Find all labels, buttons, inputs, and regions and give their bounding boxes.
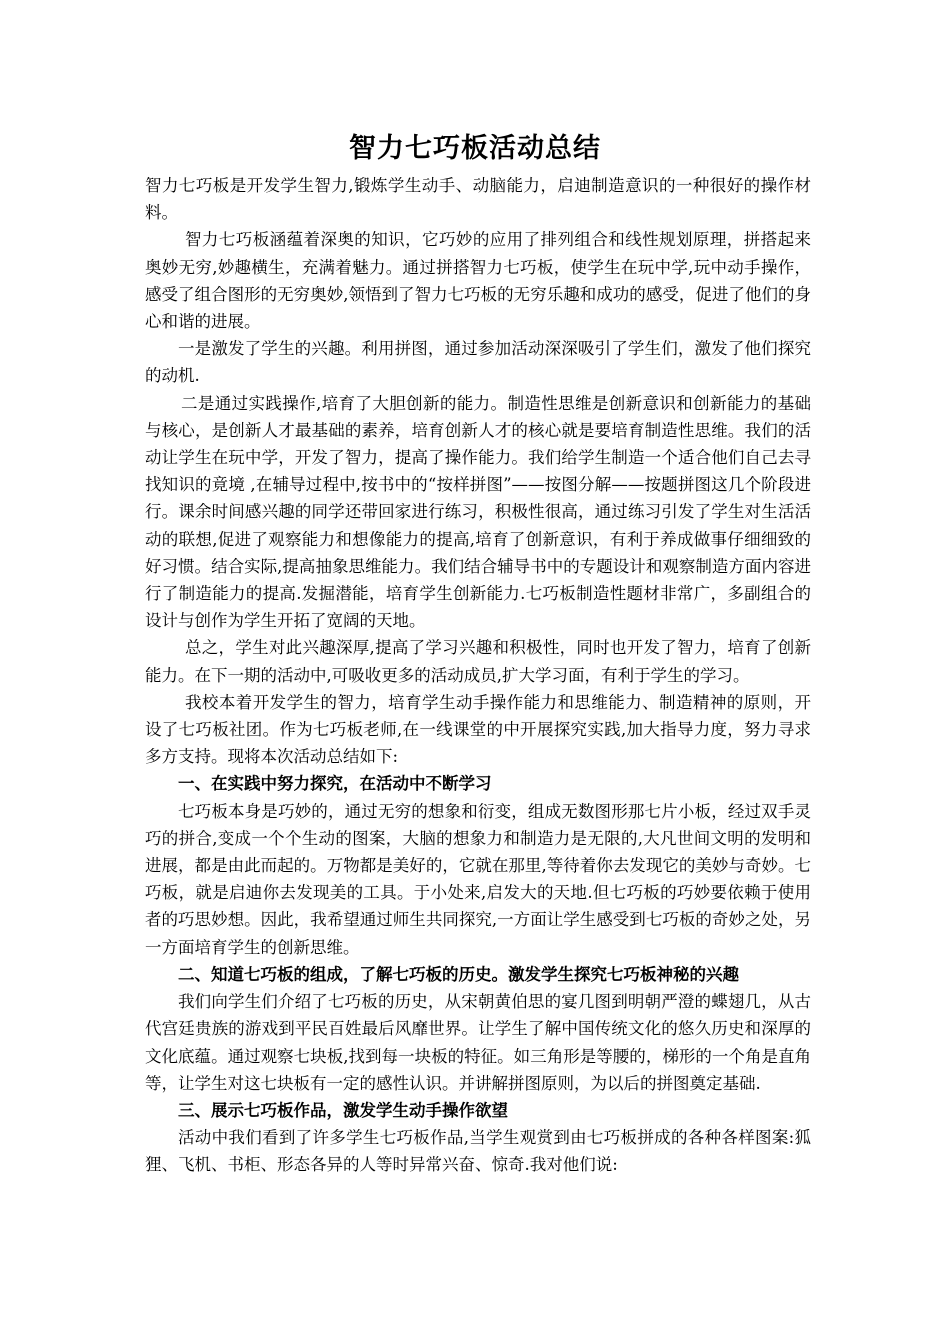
- paragraph-summary: 总之，学生对此兴趣深厚,提高了学习兴趣和积极性，同时也开发了智力，培育了创新能力。在下一期的活动中,可吸收更多的活动成员,扩大学习面，有利于学生的学习。: [145, 638, 811, 685]
- paragraph-club: 我校本着开发学生的智力，培育学生动手操作能力和思维能力、制造精神的原则，开设了七巧板社团。作为七巧板老师,在一线课堂的中开展探究实践,加大指导力度，努力寻求多方支持。现将本次活动总结如下:: [145, 692, 811, 767]
- paragraph-knowledge: 智力七巧板涵蕴着深奥的知识，它巧妙的应用了排列组合和线性规划原理，拼搭起来奥妙无穷,妙趣横生，充满着魅力。通过拼搭智力七巧板，使学生在玩中学,玩中动手操作，感受了组合图形的无穷奥妙,领悟到了智力七巧板的无穷乐趣和成功的感受，促进了他们的身心和谐的进展。: [145, 230, 811, 332]
- paragraph-interest: 一是激发了学生的兴趣。利用拼图，通过参加活动深深吸引了学生们，激发了他们探究的动机.: [145, 339, 811, 386]
- section-heading-2: 二、知道七巧板的组成，了解七巧板的历史。激发学生探究七巧板神秘的兴趣: [178, 964, 739, 984]
- paragraph-innovation: 二是通过实践操作,培育了大胆创新的能力。制造性思维是创新意识和创新能力的基础与核心，是创新人才最基础的素养，培育创新人才的核心就是要培育制造性思维。我们的活动让学生在玩中学，开发了智力，提高了操作能力。我们给学生制造一个适合他们自己去寻找知识的竟境 ,在辅导过程中,按书中的“按样拼图”——按图分解——按题拼图这几个阶段进行。课余时间感兴趣的同学还带回家进行练习，积极性很高，通过练习引发了学生对生活活动的联想,促进了观察能力和想像能力的提高,培育了创新意识，有利于养成做事仔细细致的好习惯。结合实际,提高抽象思维能力。我们结合辅导书中的专题设计和观察制造方面内容进行了制造能力的提高.发掘潜能，培育学生创新能力.七巧板制造性题材非常广，多副组合的设计与创作为学生开拓了宽阔的天地。: [145, 393, 811, 631]
- section-heading-3: 三、展示七巧板作品，激发学生动手操作欲望: [178, 1100, 508, 1120]
- paragraph-intro: 智力七巧板是开发学生智力,锻炼学生动手、动脑能力，启迪制造意识的一种很好的操作材料。: [145, 176, 811, 223]
- paragraph-explore: 七巧板本身是巧妙的，通过无穷的想象和衍变，组成无数图形那七片小板，经过双手灵巧的拼合,变成一个个生动的图案，大脑的想象力和制造力是无限的,大凡世间文明的发明和进展，都是由此而起的。万物都是美好的，它就在那里,等待着你去发现它的美妙与奇妙。七巧板，就是启迪你去发现美的工具。于小处来,启发大的天地.但七巧板的巧妙要依赖于使用者的巧思妙想。因此，我希望通过师生共同探究,一方面让学生感受到七巧板的奇妙之处，另一方面培育学生的创新思维。: [145, 801, 811, 957]
- paragraph-history: 我们向学生们介绍了七巧板的历史，从宋朝黄伯思的宴几图到明朝严澄的蝶翅几，从古代宫廷贵族的游戏到平民百姓最后风靡世界。让学生了解中国传统文化的悠久历史和深厚的文化底蕴。通过观察七块板,找到每一块板的特征。如三角形是等腰的，梯形的一个角是直角等，让学生对这七块板有一定的感性认识。并讲解拼图原则，为以后的拼图奠定基础.: [145, 992, 811, 1093]
- document-body: [145, 172, 811, 1179]
- paragraph-showcase: 活动中我们看到了许多学生七巧板作品,当学生观赏到由七巧板拼成的各种各样图案:狐狸、飞机、书柜、形态各异的人等时异常兴奋、惊奇.我对他们说:: [145, 1128, 811, 1175]
- section-heading-1: 一、在实践中努力探究，在活动中不断学习: [178, 774, 492, 794]
- document-title: 智力七巧板活动总结: [349, 133, 601, 164]
